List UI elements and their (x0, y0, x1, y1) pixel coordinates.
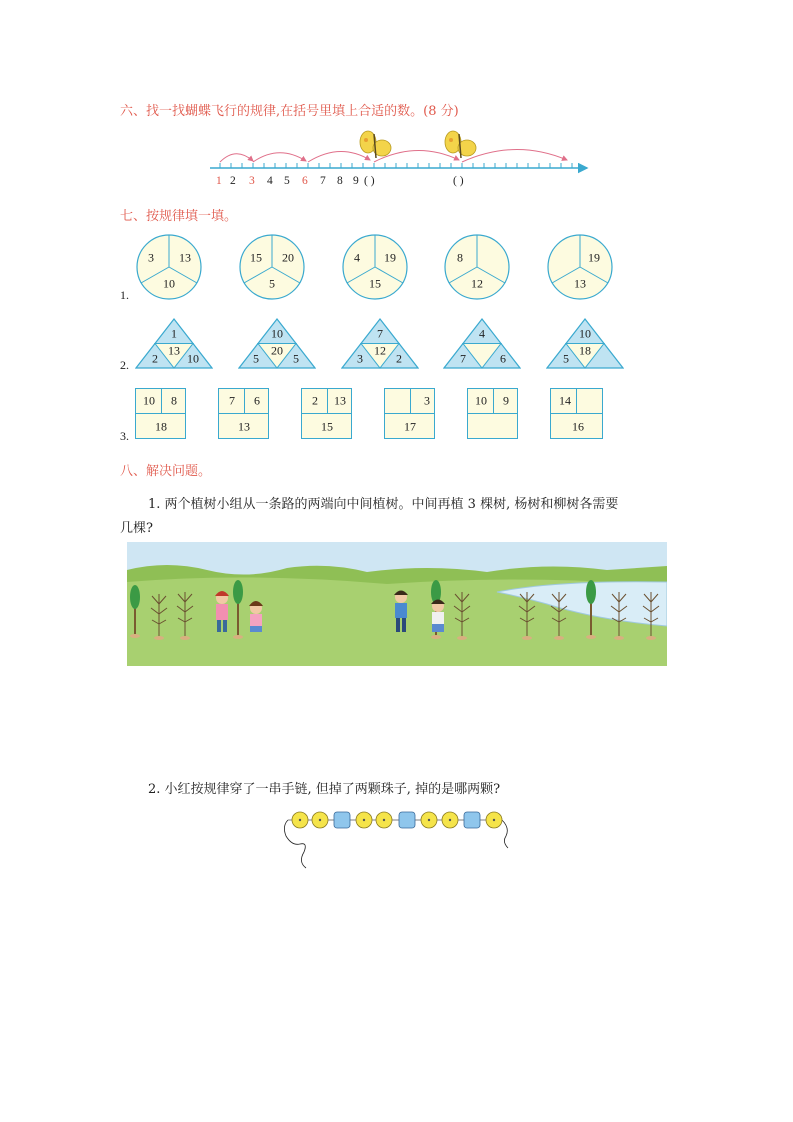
butterfly-icon (360, 131, 391, 158)
question-1-line-2: 几棵? (120, 521, 153, 536)
triangle-number: 18 (579, 343, 591, 358)
square-figure (467, 388, 518, 439)
answer-blank[interactable]: ( ) (364, 175, 375, 187)
square-number: 10 (143, 393, 155, 408)
question-2: 2. 小红按规律穿了一串手链, 但掉了两颗珠子, 掉的是哪两颗? (148, 782, 501, 797)
triangle-figure (135, 318, 213, 370)
square-number: 16 (572, 419, 584, 434)
square-number: 13 (238, 419, 250, 434)
triangle-number: 10 (187, 351, 199, 366)
triangle-number: 10 (579, 326, 591, 341)
triangle-figure (546, 318, 624, 370)
number-label: 4 (267, 175, 273, 187)
triangle-number: 20 (271, 343, 283, 358)
triangle-number: 3 (357, 351, 363, 366)
triangle-number: 6 (500, 351, 506, 366)
blue-bead (464, 812, 480, 828)
question-1-line-1: 1. 两个植树小组从一条路的两端向中间植树。中间再植 3 棵树, 杨树和柳树各需要 (148, 497, 619, 512)
triangle-number: 12 (374, 343, 386, 358)
number-label: 1 (216, 175, 222, 187)
number-label: 3 (249, 175, 255, 187)
square-number: 7 (229, 393, 235, 408)
triangle-number: 1 (171, 326, 177, 341)
number-label: 6 (302, 175, 308, 187)
circle-number: 10 (163, 276, 175, 291)
number-label: 5 (284, 175, 290, 187)
circle-number: 15 (369, 276, 381, 291)
square-figure (135, 388, 186, 439)
pie-circle (546, 233, 614, 301)
circle-number: 5 (269, 276, 275, 291)
pie-circle (443, 233, 511, 301)
section8-heading: 八、解决问题。 (120, 464, 212, 479)
pie-circle (341, 233, 409, 301)
triangle-number: 5 (563, 351, 569, 366)
circle-number: 13 (574, 276, 586, 291)
square-number: 8 (171, 393, 177, 408)
pie-circle (135, 233, 203, 301)
number-label: 9 (353, 175, 359, 187)
square-figure (301, 388, 352, 439)
triangle-number: 13 (168, 343, 180, 358)
circle-number: 8 (457, 250, 463, 265)
number-label: 7 (320, 175, 326, 187)
triangle-number: 5 (253, 351, 259, 366)
circle-number: 19 (384, 250, 396, 265)
row-label: 1. (120, 288, 129, 302)
square-number: 10 (475, 393, 487, 408)
triangle-number: 7 (377, 326, 383, 341)
number-label: 2 (230, 175, 236, 187)
square-number: 9 (503, 393, 509, 408)
blue-bead (399, 812, 415, 828)
triangle-figure (238, 318, 316, 370)
triangle-number: 7 (460, 351, 466, 366)
pie-circle (238, 233, 306, 301)
triangle-number: 5 (293, 351, 299, 366)
square-number: 6 (254, 393, 260, 408)
square-figure (384, 388, 435, 439)
circle-number: 20 (282, 250, 294, 265)
triangle-number: 4 (479, 326, 485, 341)
butterfly-icon (445, 131, 476, 158)
number-line-figure (205, 128, 595, 190)
row-label: 2. (120, 358, 129, 372)
section7-heading: 七、按规律填一填。 (120, 209, 238, 224)
triangle-figure (443, 318, 521, 370)
square-figure (218, 388, 269, 439)
blue-bead (334, 812, 350, 828)
triangle-figure (341, 318, 419, 370)
tree-planting-illustration (127, 542, 667, 666)
circle-number: 3 (148, 250, 154, 265)
circle-number: 4 (354, 250, 360, 265)
square-number: 17 (404, 419, 416, 434)
circle-number: 12 (471, 276, 483, 291)
triangle-number: 2 (396, 351, 402, 366)
circle-number: 13 (179, 250, 191, 265)
bracelet-illustration (280, 806, 515, 872)
square-number: 15 (321, 419, 333, 434)
square-figure (550, 388, 603, 439)
triangle-number: 10 (271, 326, 283, 341)
number-label: 8 (337, 175, 343, 187)
triangle-number: 2 (152, 351, 158, 366)
section6-heading: 六、找一找蝴蝶飞行的规律,在括号里填上合适的数。(8 分) (120, 104, 459, 119)
square-number: 2 (312, 393, 318, 408)
circle-number: 15 (250, 250, 262, 265)
square-number: 14 (559, 393, 571, 408)
square-number: 18 (155, 419, 167, 434)
answer-blank[interactable]: ( ) (453, 175, 464, 187)
square-number: 13 (334, 393, 346, 408)
row-label: 3. (120, 429, 129, 443)
square-number: 3 (424, 393, 430, 408)
circle-number: 19 (588, 250, 600, 265)
